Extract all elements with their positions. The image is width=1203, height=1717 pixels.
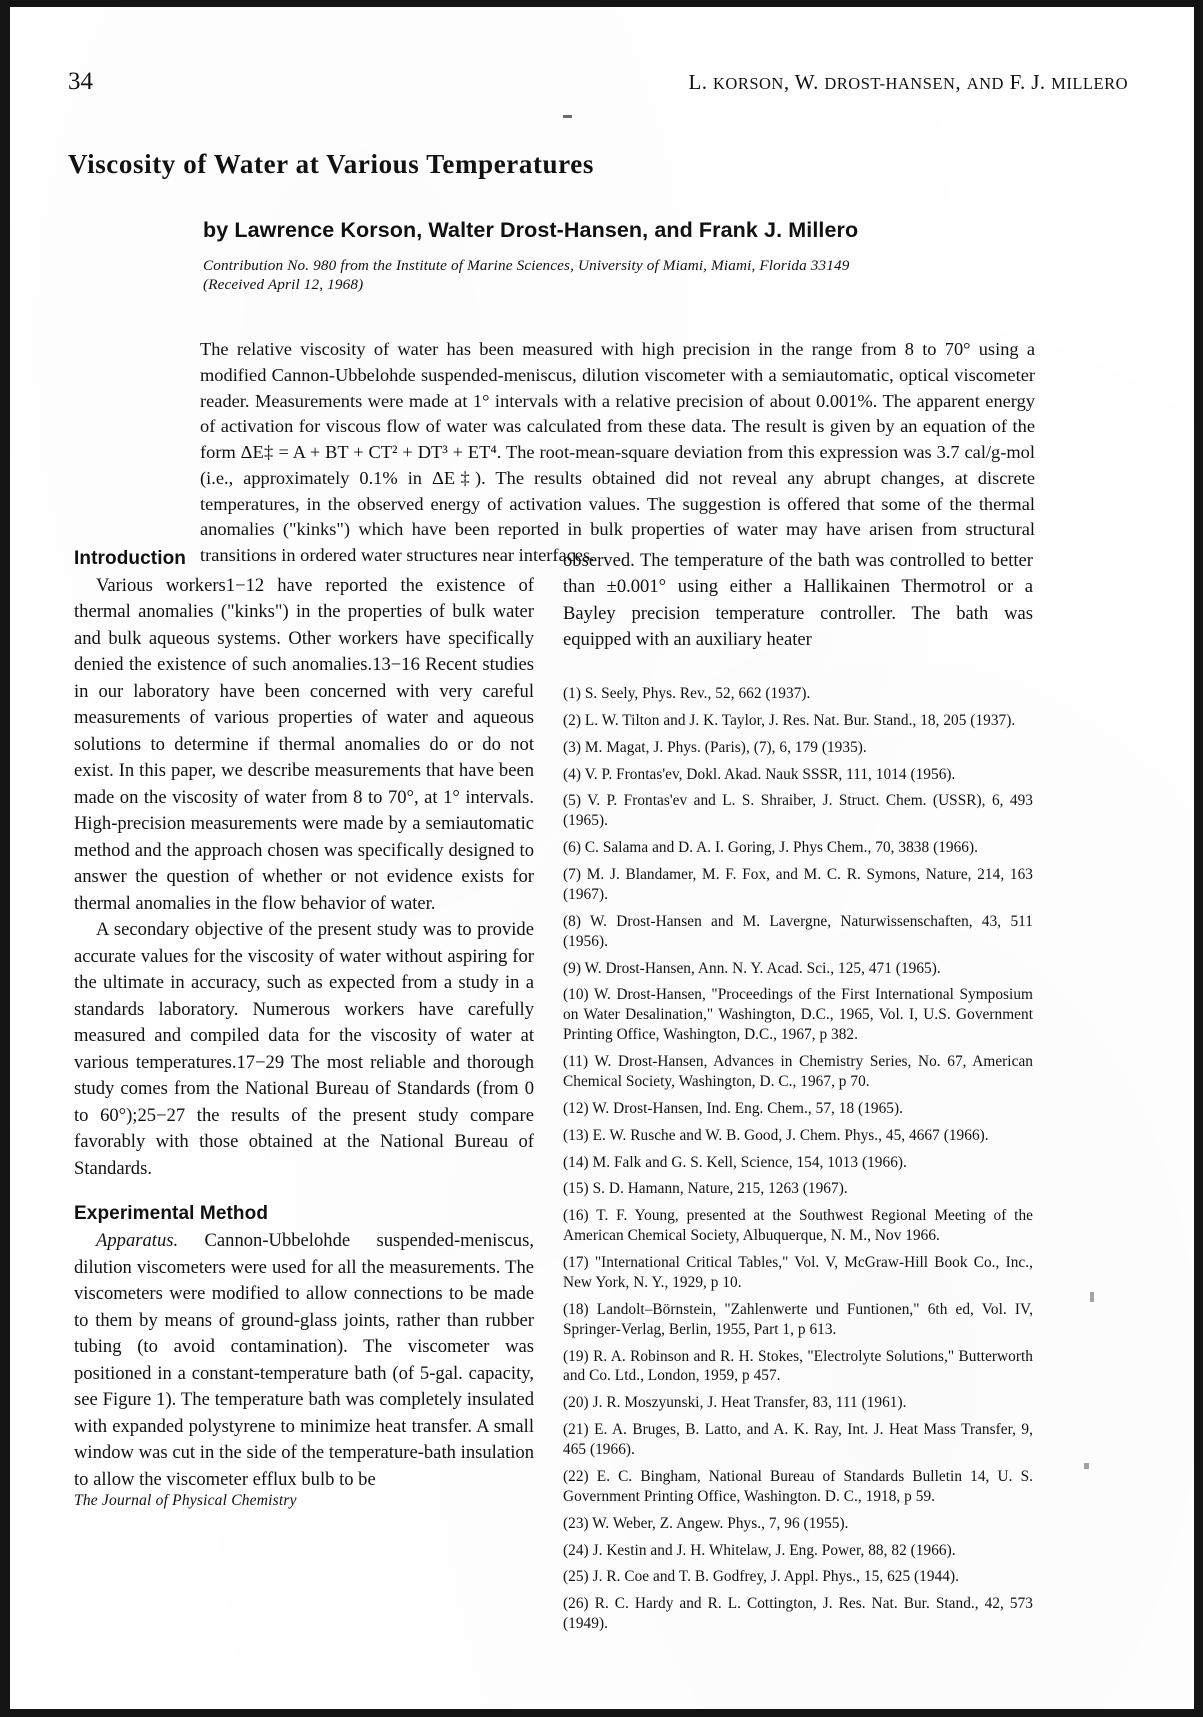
reference-item (563, 1594, 1033, 1634)
reference-item (563, 1052, 1033, 1092)
reference-number: (1) (563, 684, 581, 702)
apparatus-paragraph (74, 1228, 534, 1493)
right-column-continuation: observed. The temperature of the bath was controlled to better than ±0.001° using either a Hallikainen Thermotrol or a Bayley precision temperature controller. The bath was equipped with an auxiliary heater (563, 550, 1033, 651)
reference-number: (3) (563, 738, 581, 756)
journal-footer: The Journal of Physical Chemistry (74, 1492, 297, 1509)
reference-item (563, 1099, 1033, 1119)
abstract: The relative viscosity of water has been measured with high precision in the range from 8 to 70° using a modified Cannon-Ubbelohde suspended-meniscus, dilution viscometer with a semiautomatic, optical viscometer reader. Measurements were made at 1° intervals with a relative precision of about 0.001%. The apparent energy of activation for viscous flow of water was calculated from these data. The result is given by an equation of the form ΔE‡ = A + BT + CT² + DT³ + ET⁴. The root-mean-square deviation from this expression was 3.7 cal/g-mol (i.e., approximately 0.1% in ΔE‡). The results obtained did not reveal any abrupt changes, at discrete temperatures, in the observed energy of activation values. The suggestion is offered that some of the thermal anomalies ("kinks") which have been reported in bulk properties of water may have arisen from structural transitions in ordered water structures near interfaces. (200, 339, 1035, 566)
reference-text: E. C. Bingham, National Bureau of Standards Bulletin 14, U. S. Government Printing Office, Washington. D. C., 1918, p 59. (563, 1467, 1034, 1505)
reference-text: C. Salama and D. A. I. Goring, J. Phys Chem., 70, 3838 (1966). (584, 839, 979, 857)
scan-artifact-mark (563, 115, 572, 118)
reference-text: M. J. Blandamer, M. F. Fox, and M. C. R. Symons, Nature, 214, 163 (1967). (563, 866, 1034, 903)
reference-text: Landolt–Börnstein, "Zahlenwerte und Funtionen," 6th ed, Vol. IV, Springer-Verlag, Berlin, 1955, Part 1, p 613. (563, 1300, 1033, 1338)
running-head-authors: L. KORSON, W. DROST-HANSEN, AND F. J. MILLERO (688, 70, 1128, 94)
reference-text: S. D. Hamann, Nature, 215, 1263 (1967). (592, 1180, 848, 1198)
scan-speck (1090, 1292, 1094, 1302)
reference-item (563, 791, 1033, 831)
reference-text: J. R. Moszyunski, J. Heat Transfer, 83, 111 (1961). (592, 1394, 907, 1412)
reference-number: (22) (563, 1467, 589, 1485)
reference-item (563, 684, 1033, 704)
reference-text: M. Falk and G. S. Kell, Science, 154, 1013 (1966). (592, 1153, 907, 1171)
right-column (563, 548, 1033, 1641)
reference-text: J. R. Coe and T. B. Godfrey, J. Appl. Phys., 15, 625 (1944). (592, 1568, 959, 1586)
reference-number: (2) (563, 711, 581, 729)
reference-item (563, 1153, 1033, 1173)
reference-number: (9) (563, 959, 581, 977)
reference-item (563, 865, 1033, 905)
intro-paragraph-1: Various workers1−12 have reported the existence of thermal anomalies ("kinks") in the properties of bulk water and bulk aqueous systems. Other workers have specifically denied the existence of such anomalies.13−16 Recent studies in our laboratory have been concerned with very careful measurements of various properties of water and aqueous solutions to determine if thermal anomalies do or do not exist. In this paper, we describe measurements that have been made on the viscosity of water from 8 to 70°, at 1° intervals. High-precision measurements were made by a semiautomatic method and the approach chosen was specifically designed to answer the question of whether or not evidence exists for thermal anomalies in the flow behavior of water. (74, 575, 534, 914)
received-date: (Received April 12, 1968) (203, 276, 364, 294)
apparatus-lead-in: Apparatus. (96, 1230, 179, 1252)
author-byline: by Lawrence Korson, Walter Drost-Hansen, and Frank J. Millero (203, 218, 859, 242)
reference-text: L. W. Tilton and J. K. Taylor, J. Res. Nat. Bur. Stand., 18, 205 (1937). (584, 711, 1016, 729)
reference-item (563, 1541, 1033, 1561)
reference-item (563, 1514, 1033, 1534)
reference-number: (12) (563, 1099, 589, 1117)
reference-number: (10) (563, 986, 589, 1004)
reference-text: R. A. Robinson and R. H. Stokes, "Electrolyte Solutions," Butterworth and Co. Ltd., London, 1959, p 457. (563, 1347, 1033, 1385)
reference-text: E. A. Bruges, B. Latto, and A. K. Ray, Int. J. Heat Mass Transfer, 9, 465 (1966). (563, 1421, 1033, 1459)
reference-number: (26) (563, 1595, 589, 1613)
reference-item (563, 1126, 1033, 1146)
reference-text: W. Drost-Hansen, Advances in Chemistry Series, No. 67, American Chemical Society, Washington, D. C., 1967, p 70. (563, 1053, 1033, 1090)
running-head (68, 68, 1128, 96)
reference-number: (18) (563, 1300, 589, 1318)
reference-number: (25) (563, 1568, 589, 1586)
reference-number: (17) (563, 1254, 589, 1272)
scan-speck (1084, 1463, 1089, 1469)
reference-number: (7) (563, 866, 581, 884)
reference-item (563, 1300, 1033, 1340)
reference-item (563, 838, 1033, 858)
reference-number: (11) (563, 1053, 589, 1071)
reference-text: W. Drost-Hansen, Ann. N. Y. Acad. Sci., 125, 471 (1965). (584, 959, 941, 977)
left-column (74, 548, 534, 1493)
reference-number: (19) (563, 1347, 589, 1365)
reference-number: (5) (563, 792, 581, 810)
apparatus-body: Cannon-Ubbelohde suspended-meniscus, dilution viscometers were used for all the measurements. The viscometers were modified to allow connections to be made to them by means of ground-glass joints, rather than rubber tubing (to avoid contamination). The viscometer was positioned in a constant-temperature bath (of 5-gal. capacity, see Figure 1). The temperature bath was completely insulated with expanded polystyrene to minimize heat transfer. A small window was cut in the side of the temperature-bath insulation to allow the viscometer efflux bulb to be (74, 1230, 534, 1490)
intro-paragraph-2: A secondary objective of the present study was to provide accurate values for the viscosity of water without aspiring for the ultimate in accuracy, such as expected from a study in a standards laboratory. Numerous workers have carefully measured and compiled data for the viscosity of water at various temperatures.17−29 The most reliable and thorough study comes from the National Bureau of Standards (from 0 to 60°);25−27 the results of the present study compare favorably with those obtained at the National Bureau of Standards. (74, 919, 534, 1179)
reference-item (563, 1420, 1033, 1460)
reference-text: V. P. Frontas'ev and L. S. Shraiber, J. Struct. Chem. (USSR), 6, 493 (1965). (563, 792, 1033, 830)
reference-text: W. Drost-Hansen, Ind. Eng. Chem., 57, 18 (1965). (592, 1099, 904, 1117)
reference-item (563, 1567, 1033, 1587)
section-heading-experimental-method: Experimental Method (74, 1203, 269, 1225)
section-heading-introduction: Introduction (74, 548, 187, 569)
reference-text: M. Magat, J. Phys. (Paris), (7), 6, 179 (1935). (584, 738, 867, 756)
page-title: Viscosity of Water at Various Temperatures (68, 149, 594, 180)
reference-item (563, 959, 1033, 979)
reference-number: (6) (563, 839, 581, 857)
reference-text: R. C. Hardy and R. L. Cottington, J. Res. Nat. Bur. Stand., 42, 573 (1949). (563, 1595, 1034, 1633)
reference-item (563, 1179, 1033, 1199)
reference-list (563, 684, 1033, 1634)
reference-text: E. W. Rusche and W. B. Good, J. Chem. Phys., 45, 4667 (1966). (592, 1126, 989, 1144)
reference-item (563, 711, 1033, 731)
reference-item (563, 1253, 1033, 1293)
reference-item (563, 1347, 1033, 1387)
reference-text: W. Drost-Hansen, "Proceedings of the First International Symposium on Water Desalination," Washington, D.C., 1965, Vol. I, U.S. Government Printing Office, Washington, D.C., 1967, p 382. (563, 986, 1033, 1044)
reference-text: V. P. Frontas'ev, Dokl. Akad. Nauk SSSR, 111, 1014 (1956). (584, 765, 956, 783)
reference-number: (4) (563, 765, 581, 783)
reference-number: (23) (563, 1514, 589, 1532)
reference-item (563, 985, 1033, 1045)
reference-item (563, 1467, 1033, 1507)
reference-text: W. Drost-Hansen and M. Lavergne, Naturwissenschaften, 43, 511 (1956). (563, 912, 1033, 950)
reference-item (563, 912, 1033, 952)
reference-text: W. Weber, Z. Angew. Phys., 7, 96 (1955). (592, 1514, 849, 1532)
reference-number: (13) (563, 1126, 589, 1144)
reference-number: (20) (563, 1394, 589, 1412)
reference-text: "International Critical Tables," Vol. V, McGraw-Hill Book Co., Inc., New York, N. Y., 1929, p 10. (563, 1254, 1034, 1291)
reference-number: (8) (563, 912, 581, 930)
reference-item (563, 738, 1033, 758)
reference-item (563, 765, 1033, 785)
reference-number: (21) (563, 1421, 589, 1439)
reference-text: J. Kestin and J. H. Whitelaw, J. Eng. Power, 88, 82 (1966). (592, 1541, 956, 1559)
reference-text: T. F. Young, presented at the Southwest Regional Meeting of the American Chemical Society, Albuquerque, N. M., Nov 1966. (563, 1207, 1033, 1245)
reference-number: (24) (563, 1541, 589, 1559)
reference-item (563, 1393, 1033, 1413)
reference-number: (14) (563, 1153, 589, 1171)
reference-text: S. Seely, Phys. Rev., 52, 662 (1937). (584, 684, 811, 702)
reference-item (563, 1206, 1033, 1246)
byline-block (203, 218, 993, 294)
reference-number: (15) (563, 1180, 589, 1198)
reference-number: (16) (563, 1207, 589, 1225)
author-affiliation: Contribution No. 980 from the Institute of Marine Sciences, University of Miami, Miami, Florida 33149 (203, 257, 850, 274)
page-number: 34 (68, 68, 93, 95)
